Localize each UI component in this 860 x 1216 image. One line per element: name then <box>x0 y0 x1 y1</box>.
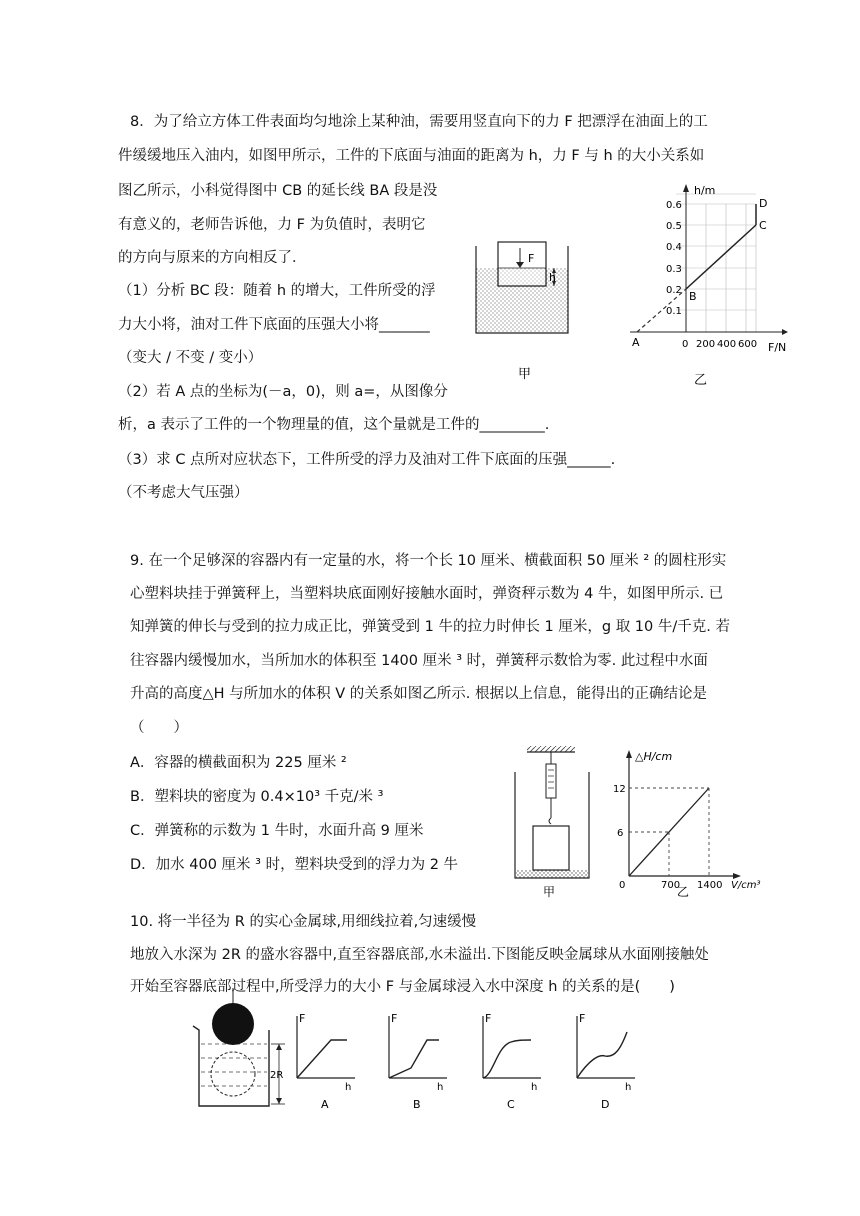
force-label: F <box>528 252 535 265</box>
q9-option-c: C．弹簧称的示数为 1 牛时，水面升高 9 厘米 <box>130 823 424 839</box>
figure-label-jia: 甲 <box>543 885 556 899</box>
axis-h-label: h <box>345 1082 352 1093</box>
q8-line-3: 图乙所示，小科觉得图中 CB 的延长线 BA 段是没 <box>118 183 438 199</box>
ball-dashed-outline <box>211 1052 255 1096</box>
q8-line-2: 件缓缓地压入油内，如图甲所示，工件的下底面与油面的距离为 h，力 F 与 h 的大小关系如 <box>118 148 705 164</box>
q8-line-8: （变大 / 不变 / 变小） <box>118 350 263 366</box>
q9-figure <box>505 742 777 900</box>
q10-line-3: 开始至容器底部过程中,所受浮力的大小 F 与金属球浸入水中深度 h 的关系的是( ) <box>130 979 675 995</box>
x-tick-labels <box>682 339 757 350</box>
q8-line-7: 力大小将，油对工件下底面的压强大小将_______ <box>118 317 430 333</box>
y-tick: 0.5 <box>666 221 682 232</box>
y-axis-label: △H/cm <box>635 750 673 763</box>
x-axis-label: F/N <box>768 341 787 354</box>
q8-line-12: （不考虑大气压强） <box>118 485 249 501</box>
option-label-c: C <box>507 1098 515 1111</box>
axis-h-label: h <box>531 1082 538 1093</box>
point-b-label: B <box>689 290 697 303</box>
x-tick: 0 <box>619 880 626 891</box>
q10-line-1: 10. 将一半径为 R 的实心金属球,用细线拉着,匀速缓慢 <box>130 914 477 930</box>
axis-h-label: h <box>437 1082 444 1093</box>
curve-b <box>389 1040 439 1078</box>
option-label-a: A <box>321 1098 329 1111</box>
q9-line-3: 知弹簧的伸长与受到的拉力成正比，弹簧受到 1 牛的拉力时伸长 1 厘米，g 取 10 牛/千克. 若 <box>130 619 730 635</box>
container-base <box>516 870 588 878</box>
q9-line-1: 9. 在一个足够深的容器内有一定量的水，将一个长 10 厘米、横截面积 50 厘米 ² 的圆柱形实 <box>130 553 727 569</box>
point-d-label: D <box>759 197 768 210</box>
q8-line-11: （3）求 C 点所对应状态下，工件所受的浮力及油对工件下底面的压强______. <box>118 452 616 468</box>
x-tick: 600 <box>738 339 758 350</box>
q9-option-d: D．加水 400 厘米 ³ 时，塑料块受到的浮力为 2 牛 <box>130 857 459 873</box>
q9-line-6: （ ） <box>130 720 188 736</box>
option-label-d: D <box>601 1098 610 1111</box>
x-tick: 700 <box>661 880 681 891</box>
axis-h-label: h <box>625 1082 632 1093</box>
q8-line-1: 8．为了给立方体工件表面均匀地涂上某种油，需要用竖直向下的力 F 把漂浮在油面上的工 <box>130 114 708 130</box>
metal-ball <box>212 1003 254 1045</box>
plastic-block <box>533 826 569 870</box>
axis-f-label: F <box>579 1012 586 1025</box>
line-segment-bc <box>686 225 756 289</box>
q10-line-2: 地放入水深为 2R 的盛水容器中,直至容器底部,水未溢出.下图能反映金属球从水面刚接触处 <box>130 947 709 963</box>
q8-line-9: （2）若 A 点的坐标为(－a，0)，则 a=，从图像分 <box>118 384 448 400</box>
axis-f-label: F <box>299 1012 306 1025</box>
x-tick: 400 <box>717 339 737 350</box>
x-tick: 200 <box>696 339 716 350</box>
q9-line-2: 心塑料块挂于弹簧秤上，当塑料块底面刚好接触水面时，弹资秤示数为 4 牛，如图甲所示. 已 <box>130 586 724 602</box>
graph-option-b <box>389 1012 447 1111</box>
y-axis-label: h/m <box>694 184 716 197</box>
graph-option-c <box>483 1012 541 1111</box>
q8-figure-jia <box>470 238 580 388</box>
point-c-label: C <box>759 219 767 232</box>
y-tick: 0.4 <box>666 242 682 253</box>
y-tick: 0.1 <box>666 306 682 317</box>
figure-label-yi: 乙 <box>694 373 708 388</box>
y-tick: 12 <box>613 784 626 795</box>
depth-label: 2R <box>270 1070 284 1081</box>
y-tick: 0.3 <box>666 264 682 275</box>
q10-figure <box>185 988 675 1112</box>
axis-f-label: F <box>391 1012 398 1025</box>
y-tick: 0.6 <box>666 200 682 211</box>
q8-line-10: 析，a 表示了工件的一个物理量的值，这个量就是工件的_________. <box>118 417 550 433</box>
h-label: h <box>549 271 556 284</box>
q8-line-4: 有意义的，老师告诉他，力 F 为负值时，表明它 <box>118 217 426 233</box>
graph-option-a <box>297 1012 355 1111</box>
curve-c <box>483 1040 531 1078</box>
point-a-label: A <box>632 336 640 349</box>
q8-figure-yi-graph <box>590 180 805 390</box>
curve-d <box>577 1032 627 1078</box>
option-label-b: B <box>413 1098 421 1111</box>
y-tick: 0.2 <box>666 285 682 296</box>
figure-label-jia: 甲 <box>518 367 532 382</box>
x-tick: 0 <box>682 339 689 350</box>
figure-label-yi: 乙 <box>677 885 690 899</box>
spring-scale <box>546 764 556 798</box>
graph-option-d <box>577 1012 635 1111</box>
q9-option-b: B．塑料块的密度为 0.4×10³ 千克/米 ³ <box>130 789 384 805</box>
axis-f-label: F <box>485 1012 492 1025</box>
q9-line-5: 升高的高度△H 与所加水的体积 V 的关系如图乙所示. 根据以上信息，能得出的正确结论是 <box>130 686 708 702</box>
curve-a <box>297 1040 347 1078</box>
q8-line-6: （1）分析 BC 段：随着 h 的增大，工件所受的浮 <box>118 283 436 299</box>
x-tick: 1400 <box>697 880 723 891</box>
y-tick: 6 <box>617 828 624 839</box>
grid <box>676 194 756 332</box>
x-axis-label: V/cm³ <box>731 880 761 891</box>
q9-line-4: 往容器内缓慢加水，当所加水的体积至 1400 厘米 ³ 时，弹簧秤示数恰为零. 此过程中水面 <box>130 653 708 669</box>
ceiling-support <box>527 746 575 752</box>
q8-line-5: 的方向与原来的方向相反了． <box>118 250 307 266</box>
q9-option-a: A．容器的横截面积为 225 厘米 ² <box>130 755 347 771</box>
